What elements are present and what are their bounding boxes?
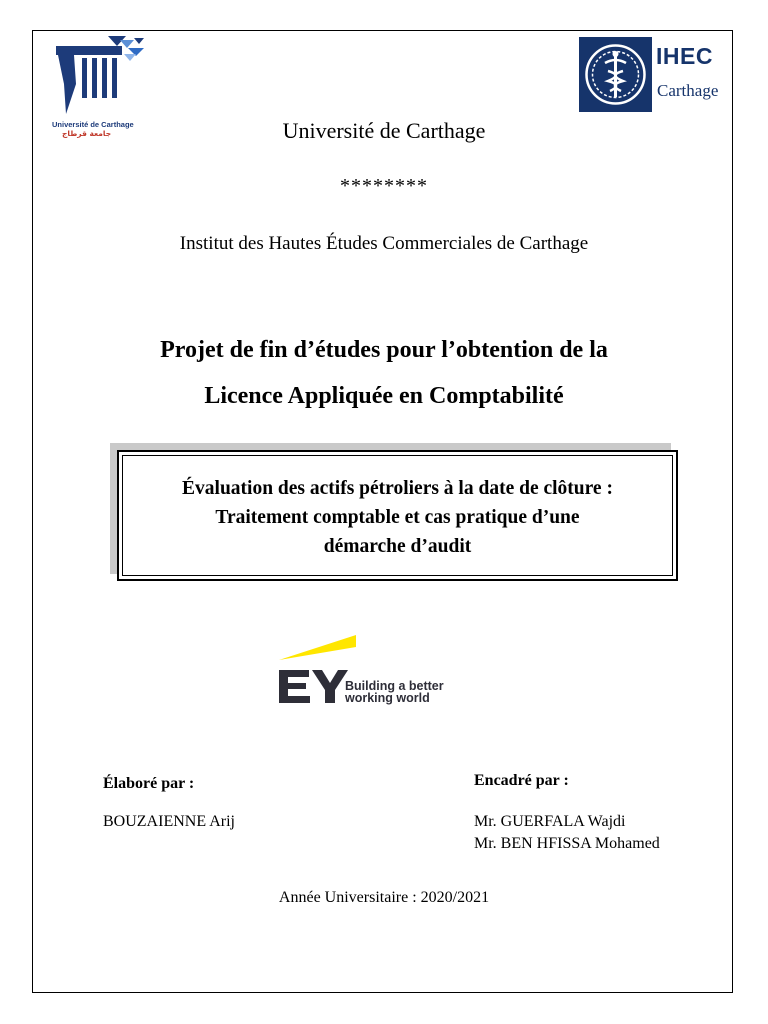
ihec-carthage-logo: [579, 37, 734, 112]
ihec-name: IHEC: [656, 43, 713, 69]
ey-tagline-line-1: Building a better: [345, 679, 444, 693]
uc-emblem-icon: [52, 34, 152, 120]
institute-name: Institut des Hautes Études Commerciales de Carthage: [179, 233, 589, 254]
thesis-title-line-2: Traitement comptable et cas pratique d’une: [215, 507, 580, 528]
separator-stars: ********: [340, 175, 428, 197]
supervisor-1: Mr. GUERFALA Wajdi: [474, 813, 626, 830]
ey-tagline: [345, 680, 444, 704]
project-line-1: Projet de fin d’études pour l’obtention de la: [160, 337, 608, 363]
thesis-title-line-1: Évaluation des actifs pétroliers à la date de clôture :: [182, 478, 613, 499]
ihec-subtitle: Carthage: [657, 81, 719, 100]
academic-year: Année Universitaire : 2020/2021: [278, 889, 490, 906]
thesis-title-line-3: démarche d’audit: [323, 536, 472, 557]
uc-caption-fr: Université de Carthage: [52, 120, 134, 129]
uc-caption-ar: جامعة قرطاج: [62, 129, 112, 138]
project-line-2: Licence Appliquée en Comptabilité: [204, 383, 564, 409]
encadre-par-label: Encadré par :: [474, 772, 569, 789]
student-name: BOUZAIENNE Arij: [103, 813, 235, 830]
thesis-title: [119, 474, 676, 561]
ihec-emblem-icon: [579, 37, 652, 112]
title-box: [117, 450, 678, 581]
ey-tagline-line-2: working world: [345, 691, 430, 705]
supervisor-2: Mr. BEN HFISSA Mohamed: [474, 835, 660, 852]
ey-logo: [279, 633, 459, 708]
elabore-par-label: Élaboré par :: [103, 775, 195, 792]
university-name: Université de Carthage: [282, 118, 486, 143]
